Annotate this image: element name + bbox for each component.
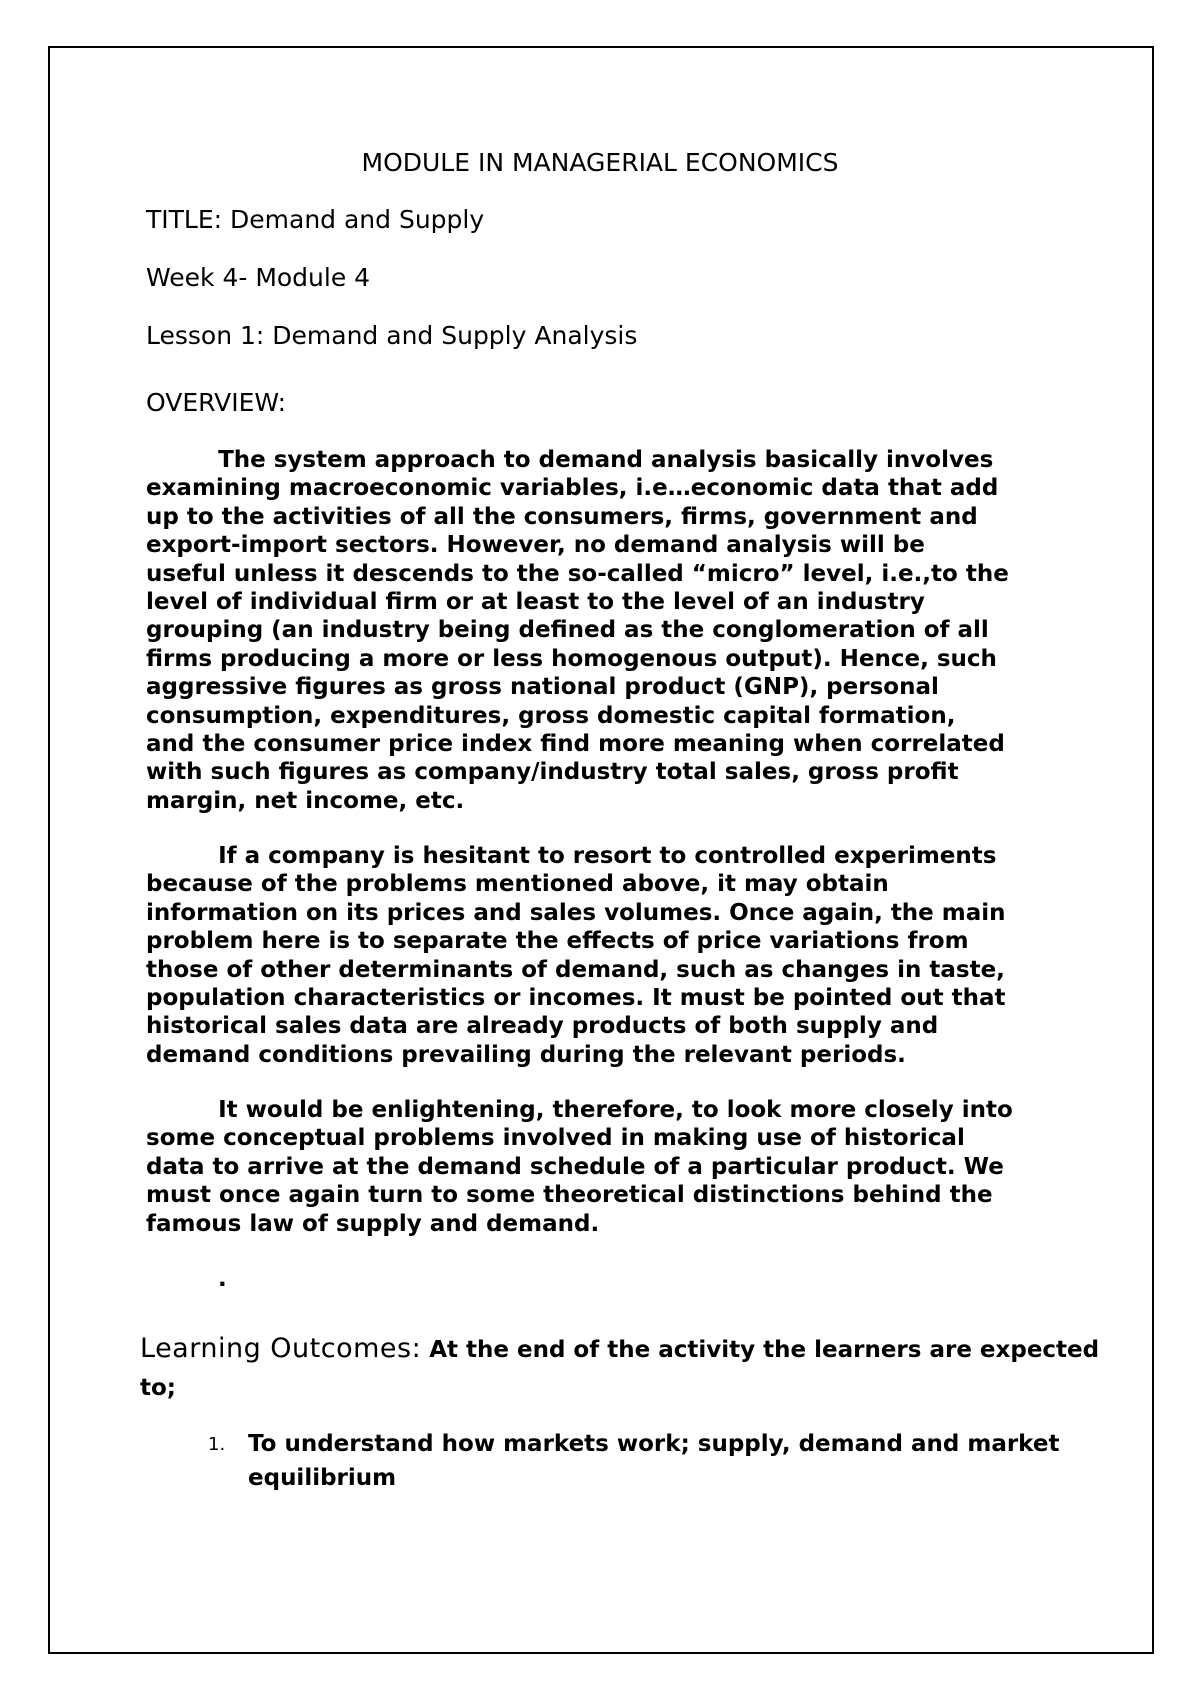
learning-outcomes-text: At the end of the activity the learners are expected to;	[140, 1337, 1100, 1401]
stray-dot: .	[218, 1266, 227, 1292]
list-item	[206, 1427, 1126, 1495]
learning-outcomes-list	[206, 1427, 1126, 1495]
list-item-number: 1.	[208, 1434, 226, 1455]
learning-outcomes-intro	[140, 1330, 1100, 1407]
overview-paragraph-1: The system approach to demand analysis basically involves examining macroeconomic variables, i.e…economic data that add up to the activities of all the consumers, firms, government and export-import sectors. However, no demand analysis will be useful unless it descends to the so-called “micro” level, i.e.,to the level of individual firm or at least to the level of an industry grouping (an industry being defined as the conglomeration of all firms producing a more or less homogenous output). Hence, such aggressive figures as gross national product (GNP), personal consumption, expenditures, gross domestic capital formation, and the consumer price index find more meaning when correlated with such figures as company/industry total sales, gross profit margin, net income, etc.	[146, 447, 1009, 814]
overview-paragraph-2: If a company is hesitant to resort to controlled experiments because of the problems mentioned above, it may obtain information on its prices and sales volumes. Once again, the main problem here is to separate the effects of price variations from those of other determinants of demand, such as changes in taste, population characteristics or incomes. It must be pointed out that historical sales data are already products of both supply and demand conditions prevailing during the relevant periods.	[146, 843, 1006, 1068]
learning-outcomes-label: Learning Outcomes:	[140, 1333, 422, 1364]
lesson-line: Lesson 1: Demand and Supply Analysis	[146, 321, 638, 350]
overview-heading: OVERVIEW:	[146, 388, 287, 417]
document-title: MODULE IN MANAGERIAL ECONOMICS	[361, 148, 839, 177]
week-line: Week 4- Module 4	[146, 263, 371, 292]
overview-paragraph-3: It would be enlightening, therefore, to look more closely into some conceptual problems involved in making use of historical data to arrive at the demand schedule of a particular product. We must once again turn to some theoretical distinctions behind the famous law of supply and demand.	[146, 1097, 1013, 1237]
topic-title-line: TITLE: Demand and Supply	[146, 205, 485, 234]
list-item-text: To understand how markets work; supply, demand and market equilibrium	[248, 1431, 1060, 1491]
